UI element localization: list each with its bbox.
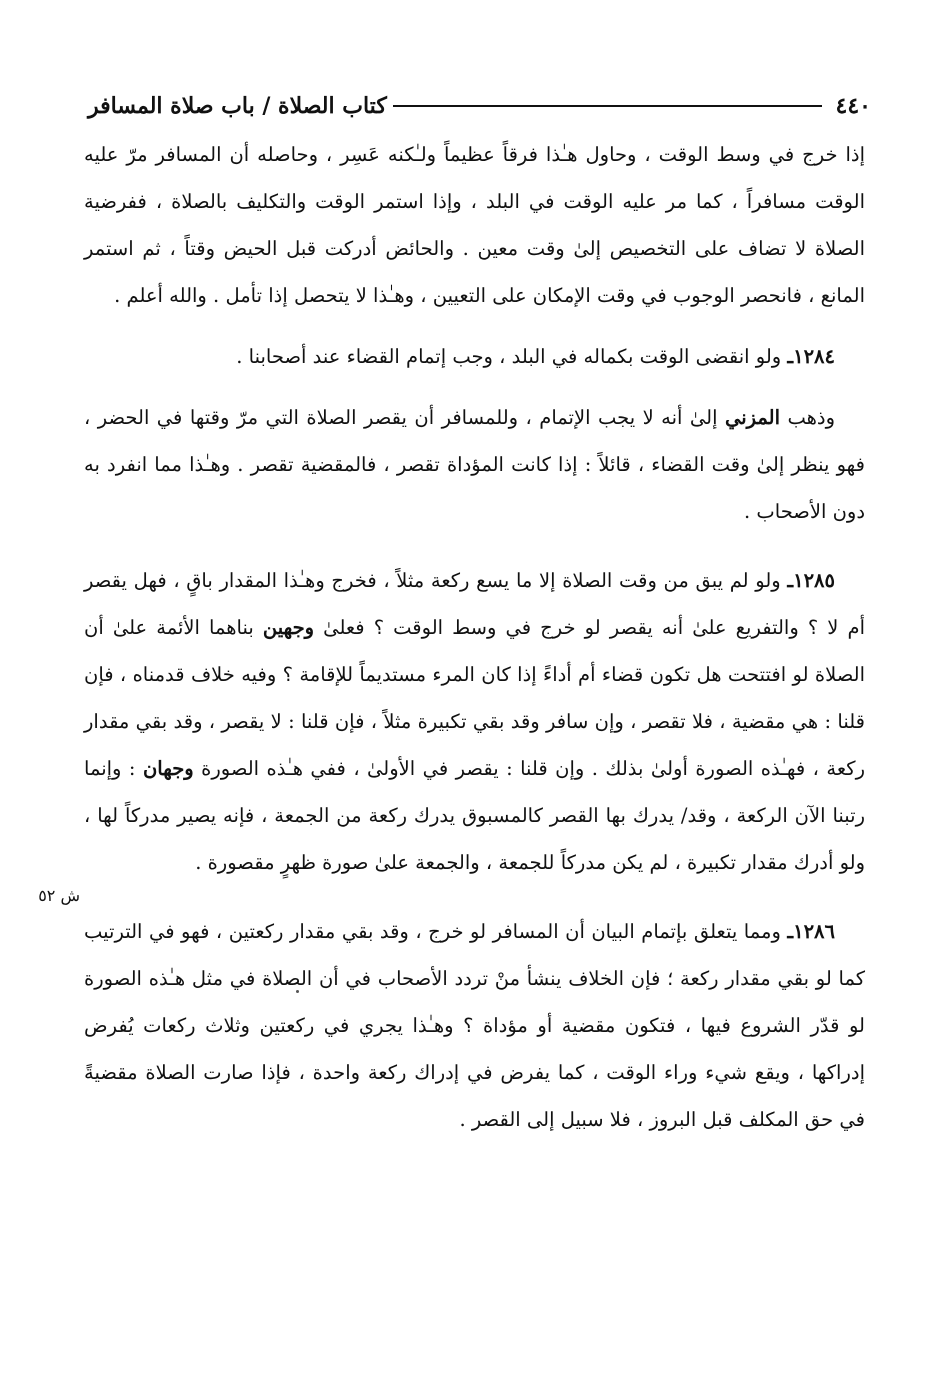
- paragraph-number: ١٢٨٤ـ: [787, 345, 835, 368]
- bold-term: وجهين: [262, 616, 315, 639]
- paragraph-1284: [84, 333, 865, 380]
- paragraph-1286: [84, 908, 865, 1143]
- paragraph-continuation: [84, 131, 865, 319]
- bold-term: وجهان: [142, 757, 194, 780]
- paragraph-muzani-opinion: [84, 394, 865, 535]
- paragraph-text: ولو لم يبق من وقت الصلاة إلا ما يسع ركعة مثلاً ، فخرج وهـٰذا المقدار باقٍ ، فهل يقصر أم لا ؟ والتفريع علىٰ أنه يقصر لو خرج في وسط الوقت ؟ فعلىٰ: [84, 569, 865, 639]
- page-number: ٤٤٠: [835, 93, 871, 119]
- header-rule: [393, 105, 822, 107]
- paragraph-number: ١٢٨٥ـ: [787, 569, 835, 592]
- running-header: [88, 86, 871, 126]
- running-title: كتاب الصلاة / باب صلاة المسافر: [88, 93, 387, 119]
- paragraph-text-prefix: وذهب: [780, 406, 836, 429]
- paragraph-1285: [84, 557, 865, 886]
- paragraph-text: إلىٰ أنه لا يجب الإتمام ، وللمسافر أن يقصر الصلاة التي مرّ وقتها في الحضر ، فهو ينظر إلىٰ وقت القضاء ، قائلاً : إذا كانت المؤداة تقصر ، فالمقضية تقصر . وهـٰذا مما انفرد به دون الأصحاب .: [84, 406, 865, 523]
- paragraph-text: ومما يتعلق بإتمام البيان أن المسافر لو خرج ، وقد بقي مقدار ركعتين ، فهو في الترتيب كما لو بقي مقدار ركعة ؛ فإن الخلاف ينشأ منْ تردد الأصحاب في أن الصلاة في مثل هـٰذه الصورة لو قدّر الشروع فيها ، فتكون مقضية أو مؤداة ؟ وهـٰذا يجري في ركعتين وثلاث ركعات يُفرض إدراكها ، ويقع شيء وراء الوقت ، كما يفرض في إدراك ركعة واحدة ، فإذا صارت الصلاة مقضيةً في حق المكلف قبل البروز ، فلا سبيل إلى القصر .: [84, 920, 865, 1131]
- scholar-name: المزني: [724, 406, 781, 429]
- paragraph-text: ولو انقضى الوقت بكماله في البلد ، وجب إتمام القضاء عند أصحابنا .: [236, 345, 788, 368]
- paragraph-number: ١٢٨٦ـ: [787, 920, 835, 943]
- margin-manuscript-reference: ش ٥٢: [38, 886, 80, 905]
- paragraph-text: بناهما الأئمة علىٰ أن الصلاة لو افتتحت هل تكون قضاء أم أداءً إذا كان المرء مستديماً للإقامة ؟ وفيه خلاف قدمناه ، فإن قلنا : هي مقضية ، فلا تقصر ، وإن سافر وقد بقي تكبيرة مثلاً ، فإن قلنا : لا يقصر ، وقد بقي مقدار ركعة ، فهـٰذه الصورة أولىٰ بذلك . وإن قلنا : يقصر في الأولىٰ ، ففي هـٰذه الصورة: [84, 616, 865, 780]
- paragraph-text: إذا خرج في وسط الوقت ، وحاول هـٰذا فرقاً عظيماً ولـٰكنه عَسِر ، وحاصله أن المسافر مرّ عليه الوقت مسافراً ، كما مر عليه الوقت في البلد ، وإذا استمر الوقت والتكليف بالصلاة ، ففرضية الصلاة لا تضاف على التخصيص إلىٰ وقت معين . والحائض أدركت قبل الحيض وقتاً ، ثم استمر المانع ، فانحصر الوجوب في وقت الإمكان على التعيين ، وهـٰذا لا يتحصل إذا تأمل . والله أعلم .: [84, 143, 865, 307]
- scan-speck: [296, 990, 299, 993]
- body-text: [84, 131, 865, 1143]
- paragraph-text: : وإنما رتبنا الآن الركعة ، وقد/ يدرك بها القصر كالمسبوق يدرك ركعة من الجمعة ، فإنه يصير مدركاً لها ، ولو أدرك مقدار تكبيرة ، لم يكن مدركاً للجمعة ، والجمعة علىٰ صورة ظهرٍ مقصورة .: [84, 757, 865, 874]
